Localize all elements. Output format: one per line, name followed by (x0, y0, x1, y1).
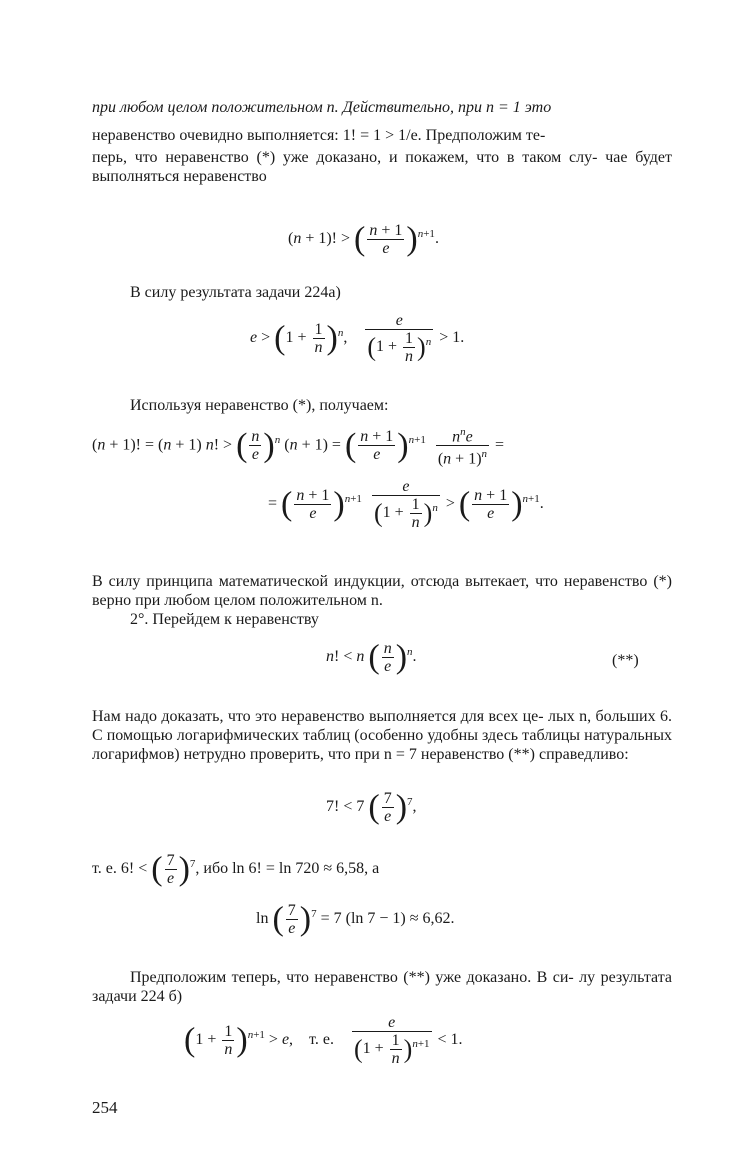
formula-derivation-1: (n + 1)! = (n + 1) n! > ( $\frac{n}{e}$ )$^n$ (n + 1) = ( $\frac{n + 1}{e}$ )$^{n+1}$ $\frac{n^ne}{(n + 1)^n}$ = (92, 426, 505, 468)
te-word: т. е. (309, 1031, 334, 1049)
formula-ln: ln ( $\frac{7}{e}$ )$^7$ = 7 (ln 7 − 1) ≈ 6,62. (256, 900, 455, 938)
paragraph-7: Предположим теперь, что неравенство (**) уже доказано. В си- лу результата задачи 224 б) (92, 969, 672, 1005)
ln-text: , ибо ln 6! = ln 720 ≈ 6,58, а (195, 860, 380, 878)
equation-tag: (**) (612, 652, 639, 669)
paragraph-6: Нам надо доказать, что это неравенство выполняется для всех це- лых n, больших 6. С помощью логарифмических таблиц (особенно удобны здесь таблицы натуральных логарифмов) нетрудно проверить, что при n = 7 неравенство (**) справедливо: (92, 708, 672, 763)
paragraph-1-lead: при любом целом положительном n. Действительно, при n = 1 это (92, 99, 552, 116)
paragraph-5: 2°. Перейдем к неравенству (130, 611, 319, 628)
formula-induction-goal: (n + 1)! > ( $\frac{n + 1}{e}$ )$^{n+1}$. (288, 220, 439, 258)
formula-224a: e > (1 + $\frac{1}{n}$ )$^n$, e (1 + $\frac{1}{n}$ )$^n$ > 1. (250, 312, 465, 365)
paragraph-3: Используя неравенство (*), получаем: (130, 397, 389, 414)
paragraph-1-rest: перь, что неравенство (*) уже доказано, и покажем, что в таком слу- чае будет выполняться неравенство (92, 149, 672, 185)
paragraph-1-line2: неравенство очевидно выполняется: 1! = 1 > 1/e. Предположим те- (92, 127, 546, 144)
formula-224b: (1 + $\frac{1}{n}$ )$^{n+1}$ > e, т. е. e (1 + $\frac{1}{n}$ )$^{n+1}$ < 1. (184, 1014, 463, 1067)
formula-derivation-2: = ( $\frac{n + 1}{e}$ )$^{n+1}$ e (1 + $\frac{1}{n}$ )$^n$ > ( $\frac{n + 1}{e}$ )$^{n+1}$. (268, 478, 544, 531)
formula-six-line: т. е. 6! < ( $\frac{7}{e}$ )$^7$, ибо ln 6! = ln 720 ≈ 6,58, а (92, 850, 380, 888)
formula-star-star: n! < n ( $\frac{n}{e}$ )$^n$. (326, 638, 417, 676)
page-number: 254 (92, 1098, 118, 1117)
te-label: т. е. 6! < (92, 860, 148, 878)
formula-seven: 7! < 7 ( $\frac{7}{e}$ )$^7$, (326, 788, 417, 826)
paragraph-2: В силу результата задачи 224а) (130, 284, 341, 301)
paragraph-4: В силу принципа математической индукции, отсюда вытекает, что неравенство (*) верно при любом целом положительном n. (92, 573, 672, 609)
